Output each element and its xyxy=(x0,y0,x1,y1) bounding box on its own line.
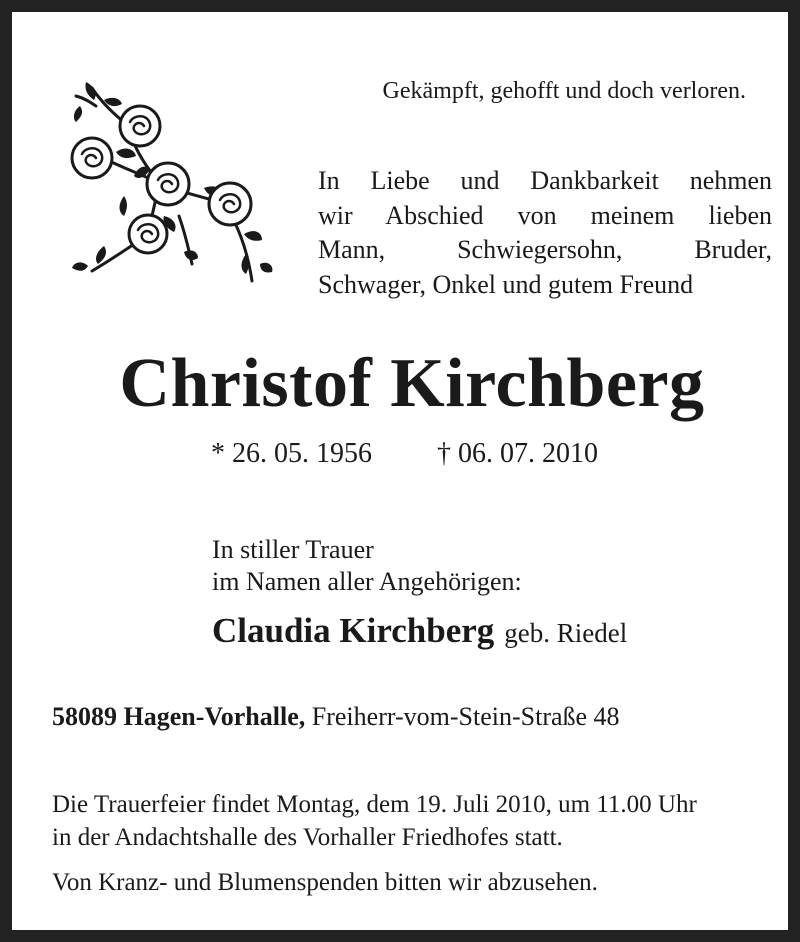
service-info xyxy=(52,788,697,854)
intro-line: Mann, Schwiegersohn, Bruder, xyxy=(318,235,772,264)
widow-name: Claudia Kirchberg xyxy=(212,611,495,650)
roses-illustration-icon xyxy=(64,76,279,291)
intro-text xyxy=(318,164,772,302)
motto: Gekämpft, gehofft und doch verloren. xyxy=(382,78,746,104)
mourning-line: im Namen aller Angehörigen: xyxy=(212,567,522,596)
widow xyxy=(212,611,627,651)
address-city: 58089 Hagen-Vorhalle, xyxy=(52,702,306,731)
birth-date: * 26. 05. 1956 xyxy=(211,438,372,469)
deceased-name: Christof Kirchberg xyxy=(119,345,705,422)
service-line: Die Trauerfeier findet Montag, dem 19. Juli 2010, um 11.00 Uhr xyxy=(52,791,697,818)
intro-line: In Liebe und Dankbarkeit nehmen xyxy=(318,166,772,195)
address-street: Freiherr-vom-Stein-Straße 48 xyxy=(311,702,620,731)
mourning-line: In stiller Trauer xyxy=(212,535,374,564)
mourning-text xyxy=(212,534,522,598)
death-date: † 06. 07. 2010 xyxy=(437,438,598,469)
flowers-note: Von Kranz- und Blumenspenden bitten wir abzusehen. xyxy=(52,869,598,896)
widow-maiden-name: geb. Riedel xyxy=(504,618,628,648)
intro-line: wir Abschied von meinem lieben xyxy=(318,200,772,230)
intro-line: Schwager, Onkel und gutem Freund xyxy=(318,269,694,299)
service-line: in der Andachtshalle des Vorhaller Friedhofes statt. xyxy=(52,824,563,851)
address xyxy=(52,702,620,732)
